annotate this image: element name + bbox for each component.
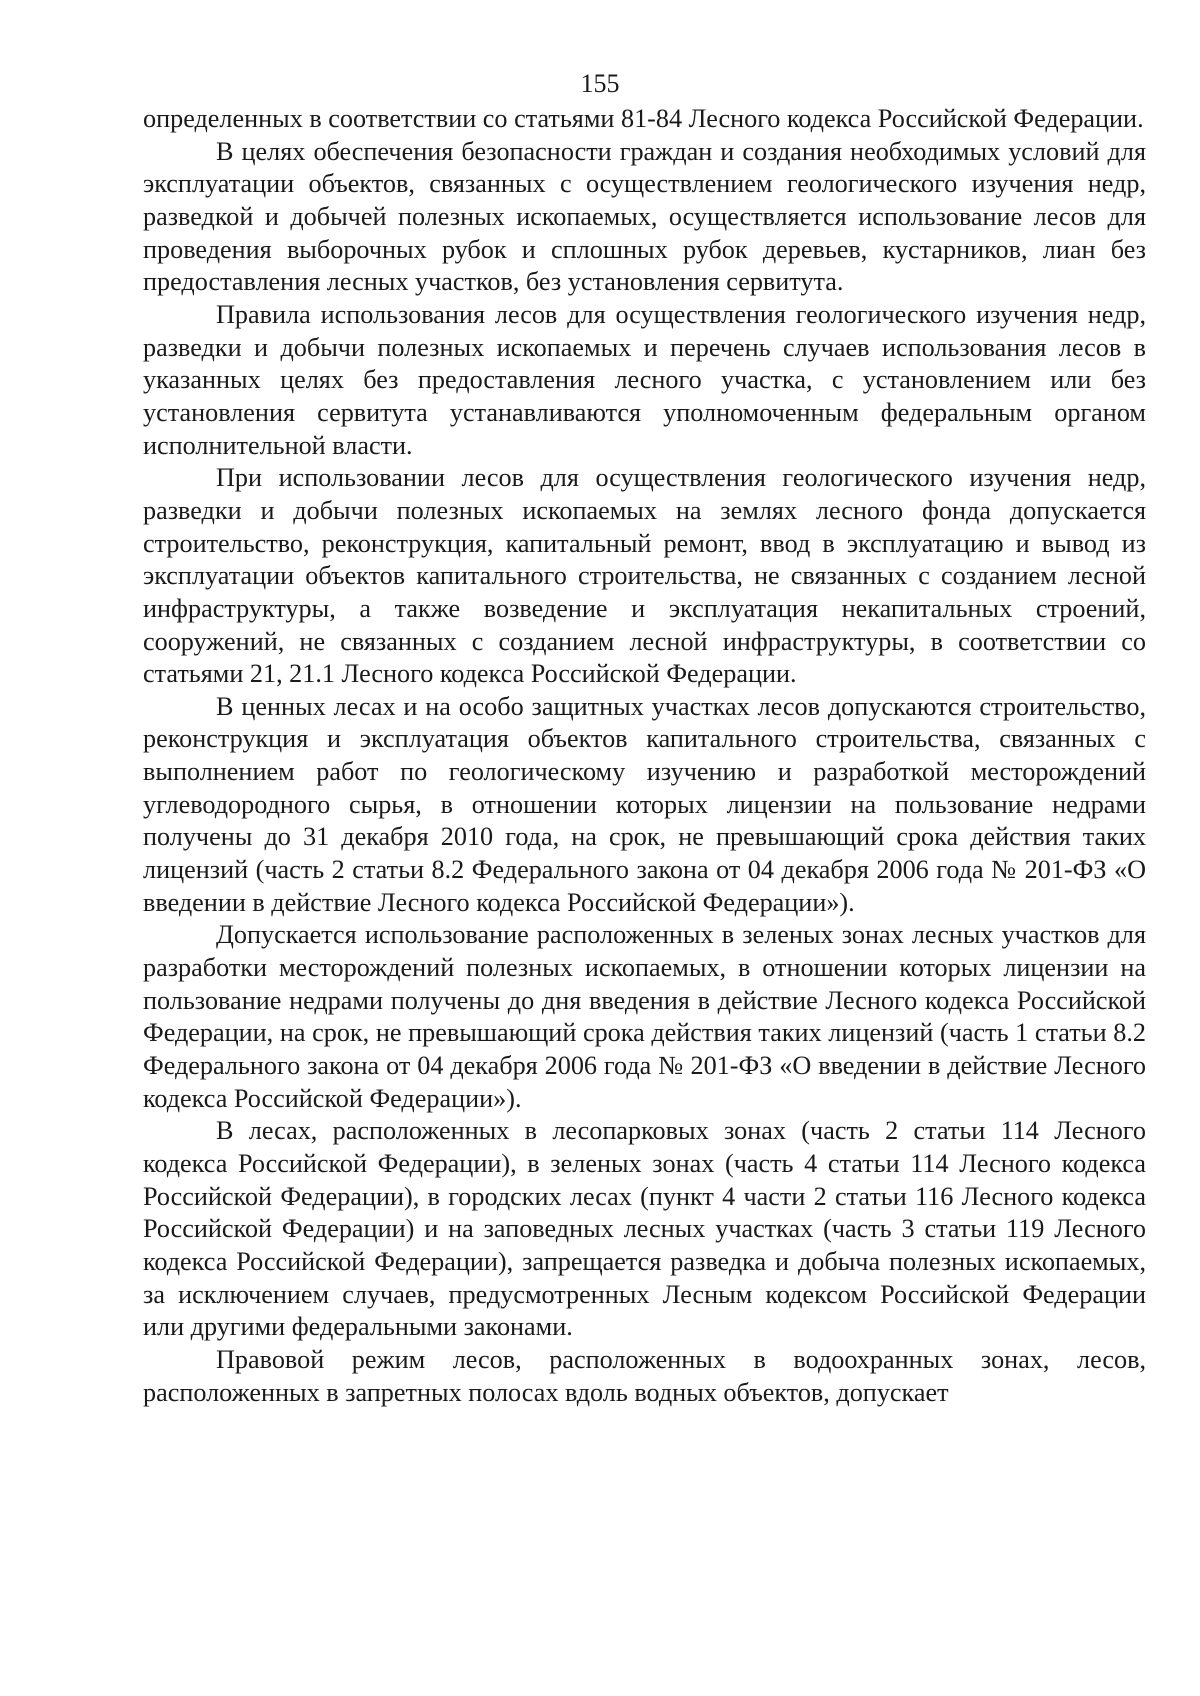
page-number: 155	[580, 69, 620, 98]
paragraph-6: Допускается использование расположенных в зеленых зонах лесных участков для разработки месторождений полезных ископаемых, в отношении которых лицензии на пользование недрами получены до дня введения в действие Лесного кодекса Российской Федерации, на срок, не превышающий срока действия таких лицензий (часть 1 статьи 8.2 Федерального закона от 04 декабря 2006 года № 201-ФЗ «О введении в действие Лесного кодекса Российской Федерации»).	[143, 920, 1146, 1113]
paragraph-5: В ценных лесах и на особо защитных участках лесов допускаются строительство, реконструкция и эксплуатация объектов капитального строительства, связанных с выполнением работ по геологическому изучению и разработкой месторождений углеводородного сырья, в отношении которых лицензии на пользование недрами получены до 31 декабря 2010 года, на срок, не превышающий срока действия таких лицензий (часть 2 статьи 8.2 Федерального закона от 04 декабря 2006 года № 201-ФЗ «О введении в действие Лесного кодекса Российской Федерации»).	[143, 691, 1146, 917]
paragraph-3: Правила использования лесов для осуществления геологического изучения недр, разведки и добычи полезных ископаемых и перечень случаев использования лесов в указанных целях без предоставления лесного участка, с установлением или без установления сервитута устанавливаются уполномоченным федеральным органом исполнительной власти.	[143, 299, 1146, 460]
paragraph-4: При использовании лесов для осуществления геологического изучения недр, разведки и добычи полезных ископаемых на землях лесного фонда допускается строительство, реконструкция, капитальный ремонт, ввод в эксплуатацию и вывод из эксплуатации объектов капитального строительства, не связанных с созданием лесной инфраструктуры, а также возведение и эксплуатация некапитальных строений, сооружений, не связанных с созданием лесной инфраструктуры, в соответствии со статьями 21, 21.1 Лесного кодекса Российской Федерации.	[143, 463, 1146, 689]
paragraph-1: определенных в соответствии со статьями 81-84 Лесного кодекса Российской Федерации.	[143, 104, 1144, 133]
paragraph-7: В лесах, расположенных в лесопарковых зонах (часть 2 статьи 114 Лесного кодекса Российской Федерации), в зеленых зонах (часть 4 статьи 114 Лесного кодекса Российской Федерации), в городских лесах (пункт 4 части 2 статьи 116 Лесного кодекса Российской Федерации) и на заповедных лесных участках (часть 3 статьи 119 Лесного кодекса Российской Федерации), запрещается разведка и добыча полезных ископаемых, за исключением случаев, предусмотренных Лесным кодексом Российской Федерации или другими федеральными законами.	[143, 1116, 1146, 1342]
paragraph-2: В целях обеспечения безопасности граждан и создания необходимых условий для эксплуатации объектов, связанных с осуществлением геологического изучения недр, разведкой и добычей полезных ископаемых, осуществляется использование лесов для проведения выборочных рубок и сплошных рубок деревьев, кустарников, лиан без предоставления лесных участков, без установления сервитута.	[143, 136, 1146, 297]
paragraph-8: Правовой режим лесов, расположенных в водоохранных зонах, лесов, расположенных в запретных полосах вдоль водных объектов, допускает	[143, 1344, 1146, 1407]
document-body	[143, 103, 1146, 1409]
